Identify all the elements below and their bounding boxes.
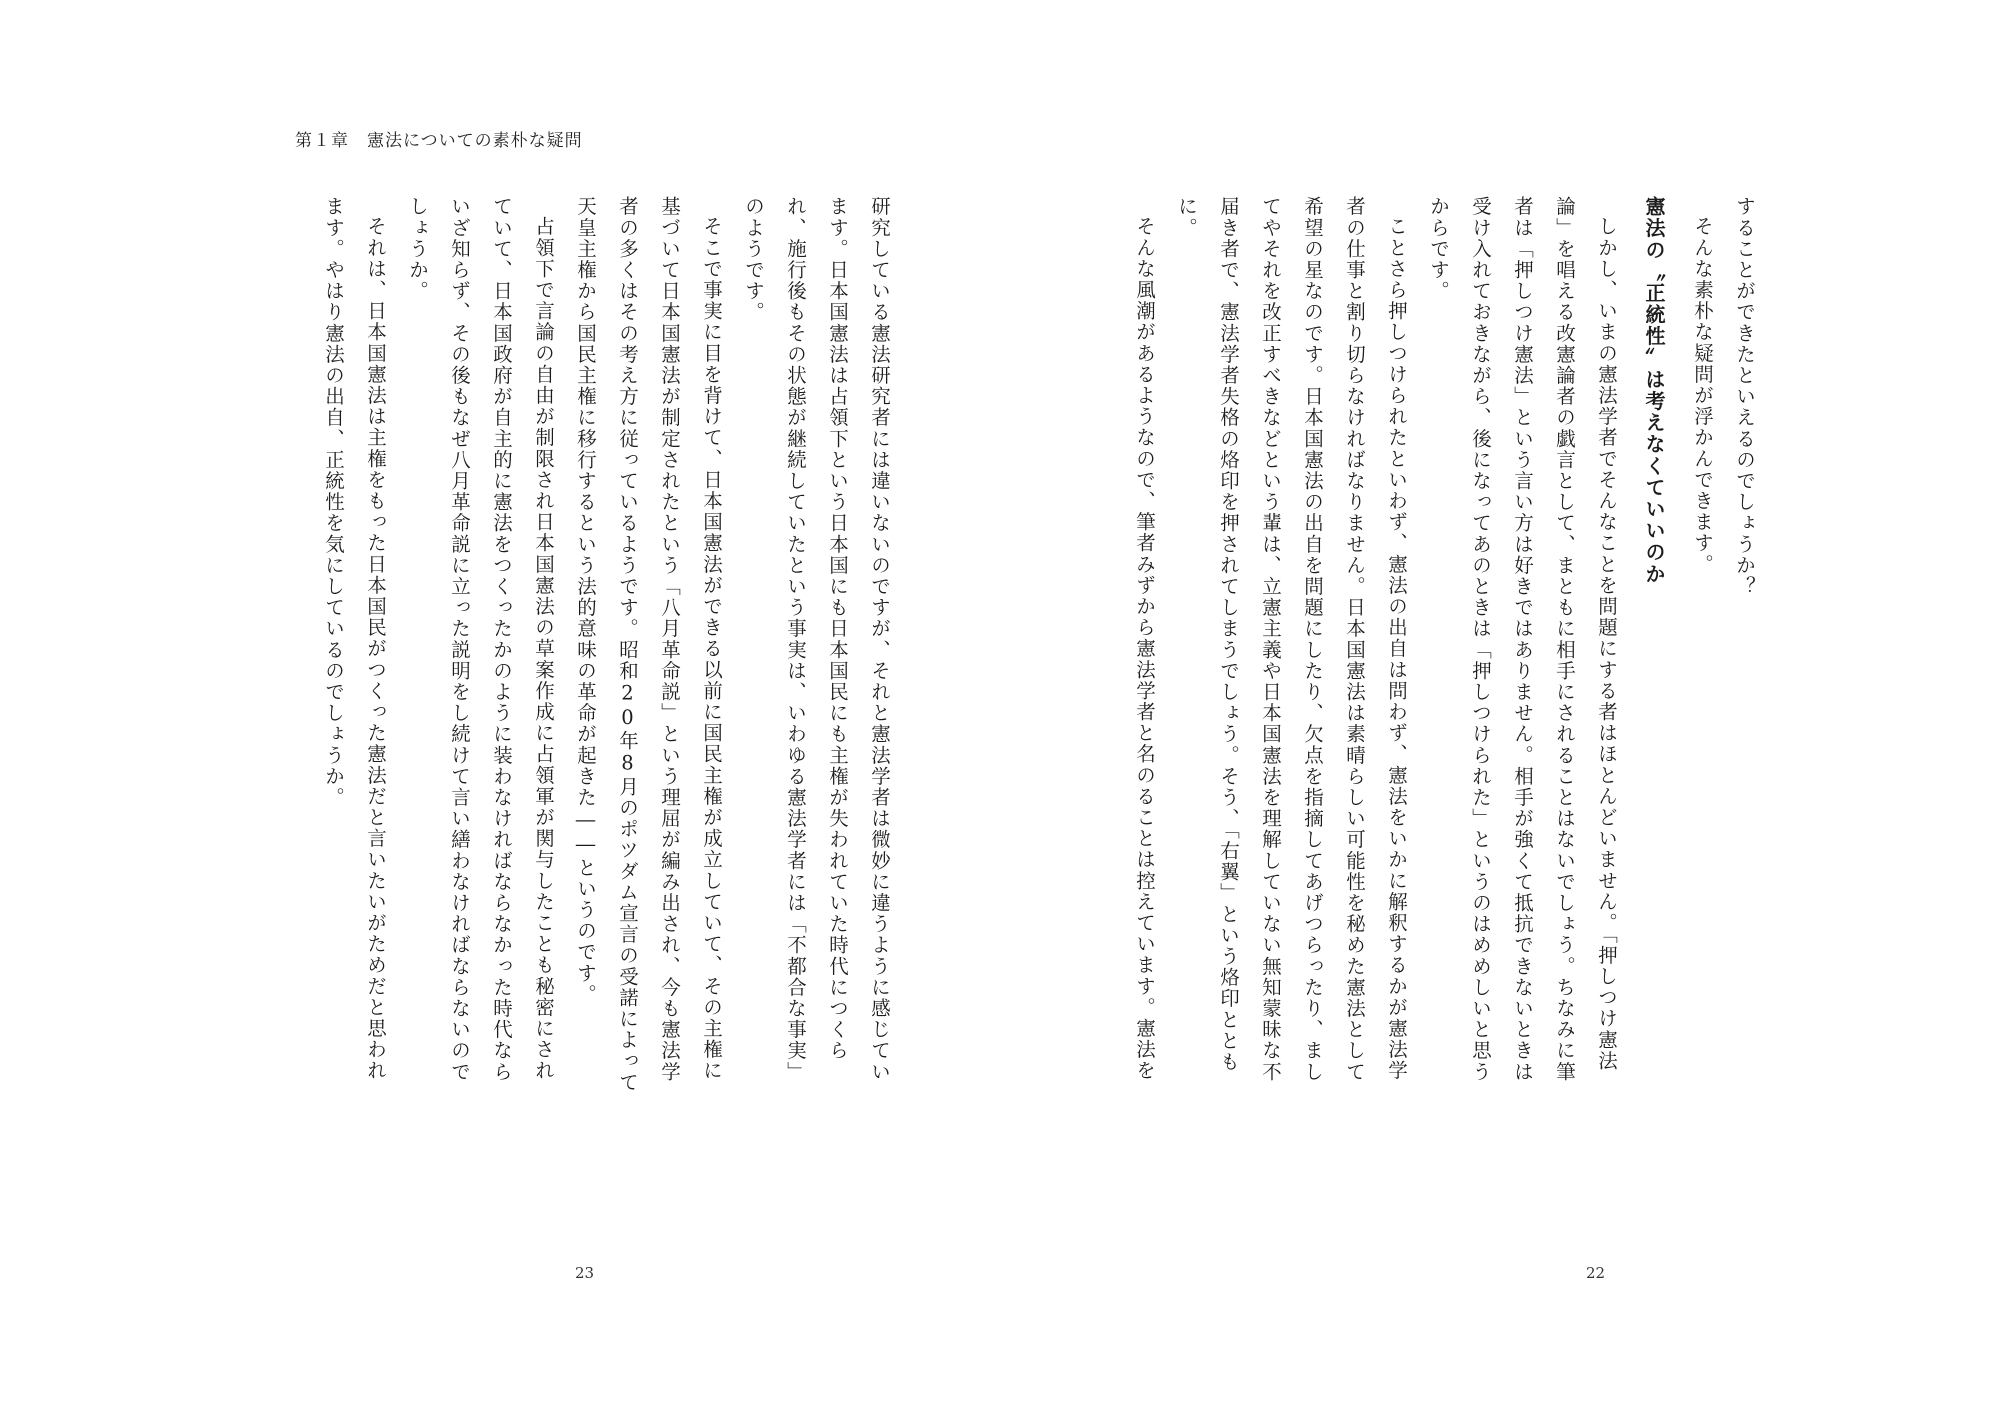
paragraph: それは、日本国憲法は主権をもった日本国民がつくった憲法だと言いたいがためだと思われます。やはり憲法の出自、正統性を気にしているのでしょうか。 [322,196,387,1081]
section-heading: 憲法の〝正統性〟は考えなくていいのか [1642,196,1666,585]
right-page-body [1133,196,1765,1101]
running-head: 第１章 憲法についての素朴な疑問 [295,131,583,151]
paragraph: 研究している憲法研究者には違いないのですが、それと憲法学者は微妙に違うように感じています。日本国憲法は占領下という日本国にも日本国民にも主権が失われていた時代につくられ、施行後もその状態が継続していたという事実は、いわゆる憲法学者には「不都合な事実」のようです。 [742,196,891,1083]
right-page [1000,0,2000,1414]
paragraph: ことさら押しつけられたといわず、憲法の出自は問わず、憲法をいかに解釈するかが憲法学者の仕事と割り切らなければなりません。日本国憲法は素晴らしい可能性を秘めた憲法として希望の星なのです。日本国憲法の出自を問題にしたり、欠点を指摘してあげつらったり、ましてやそれを改正すべきなどという輩は、立憲主義や日本国憲法を理解していない無知蒙昧な不届き者で、憲法学者失格の烙印を押されてしまうでしょう。そう、「右翼」という烙印とともに。 [1175,196,1408,1083]
paragraph: そんな風潮があるようなので、筆者みずから憲法学者と名のることは控えています。憲法を [1133,215,1156,1081]
paragraph: しかし、いまの憲法学者でそんなことを問題にする者はほとんどいません。「押しつけ憲法論」を唱える改憲論者の戯言として、まともに相手にされることはないでしょう。ちなみに筆者は「押しつけ憲法」という言い方は好きではありません。相手が強くて抵抗できないときは受け入れておきながら、後になってあのときは「押しつけられた」というのはめめしいと思うからです。 [1427,196,1618,1083]
paragraph: することができたといえるのでしょうか？ [1733,196,1756,597]
paragraph: そこで事実に目を背けて、日本国憲法ができる以前に国民主権が成立していて、その主権に基づいて日本国憲法が制定されたという「八月革命説」という理屈が編み出され、今も憲法学者の多くはその考え方に従っているようです。昭和20年8月のポツダム宣言の受諾によって天皇主権から国民主権に移行するという法的意味の革命が起きた――というのです。 [574,196,723,1093]
page-number: 22 [1586,1264,1606,1282]
page-number: 23 [575,1264,595,1282]
paragraph: そんな素朴な疑問が浮かんできます。 [1691,215,1714,575]
paragraph: 占領下で言論の自由が制限され日本国憲法の草案作成に占領軍が関与したことも秘密にされていて、日本国政府が自主的に憲法をつくったかのように装わなければならなかった時代ならいざ知らず、その後もなぜ八月革命説に立った説明をし続けて言い繕わなければならないのでしょうか。 [406,196,555,1083]
left-page-body [322,196,900,1101]
